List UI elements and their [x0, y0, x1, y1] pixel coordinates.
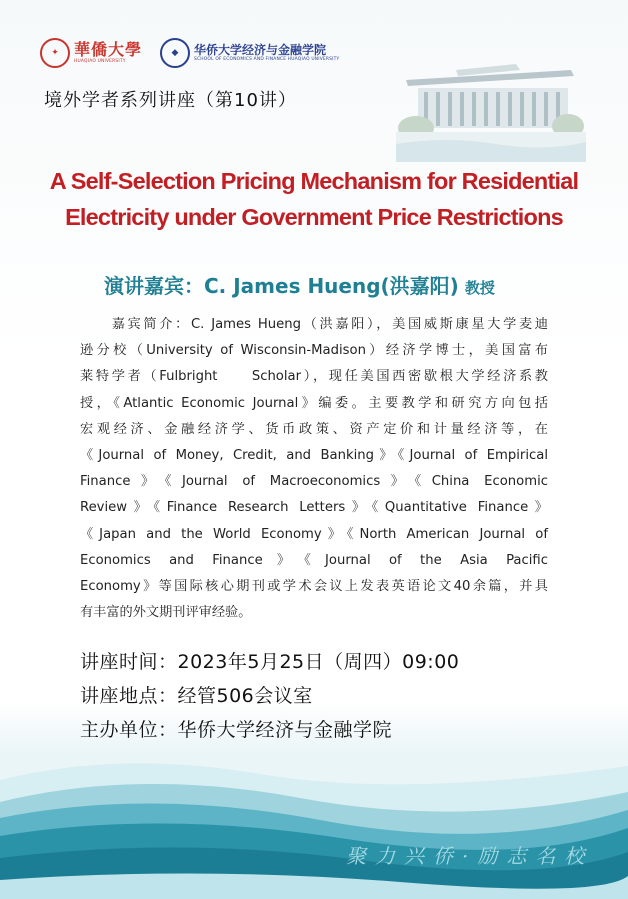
bio-line: 逊分校（University of Wisconsin-Madison）经济学博士，美国富布 — [80, 343, 548, 359]
bio-line: Economics and Finance》《Journal of the Asia Pacific — [80, 552, 548, 568]
bio-line: 莱特学者（Fulbright Scholar），现任美国西密歇根大学经济系教 — [80, 369, 548, 385]
speaker-bio — [80, 312, 548, 626]
bio-line: 宏观经济、金融经济学、货币政策、资产定价和计量经济等，在 — [80, 421, 548, 437]
university-name-cn: 華僑大學 — [74, 39, 143, 59]
bio-line: Review》《Finance Research Letters》《Quantitative Finance》 — [80, 500, 548, 516]
speaker-name: 演讲嘉宾：C. James Hueng(洪嘉阳) — [104, 274, 459, 298]
bio-line: 《Japan and the World Economy》《North American Journal of — [80, 526, 548, 542]
university-seal-icon: ✦ — [40, 38, 70, 68]
talk-title-line-1: A Self-Selection Pricing Mechanism for Residential — [49, 168, 579, 194]
bio-line: 有丰富的外文期刊评审经验。 — [80, 605, 252, 621]
lecture-host: 主办单位：华侨大学经济与金融学院 — [80, 719, 393, 741]
school-slogan: 聚力兴侨·励志名校 — [346, 844, 594, 868]
campus-building-icon — [396, 62, 586, 162]
bio-line: Finance》《Journal of Macroeconomics》《China Economic — [80, 474, 548, 490]
series-title: 境外学者系列讲座（第10讲） — [44, 90, 297, 111]
speaker-rank: 教授 — [464, 279, 495, 297]
bio-line: 嘉宾简介：C. James Hueng（洪嘉阳），美国威斯康星大学麦迪 — [80, 317, 548, 332]
bio-line: Economy》等国际核心期刊或学术会议上发表英语论文40余篇，并具 — [80, 579, 548, 595]
school-seal-icon: ◆ — [160, 38, 190, 68]
school-logo — [160, 38, 339, 68]
bio-line: 《Journal of Money, Credit, and Banking》《Journal of Empirical — [80, 448, 548, 464]
wave-decoration — [0, 740, 628, 899]
lecture-time: 讲座时间：2023年5月25日（周四）09:00 — [80, 651, 460, 673]
school-name-en: SCHOOL OF ECONOMICS AND FINANCE HUAQIAO UNIVERSITY — [194, 56, 340, 62]
university-name-en: HUAQIAO UNIVERSITY — [74, 58, 126, 64]
huaqiao-university-logo — [40, 38, 142, 68]
school-name-cn: 华侨大学经济与金融学院 — [194, 42, 327, 57]
lecture-place: 讲座地点：经管506会议室 — [80, 685, 313, 707]
bio-line: 授，《Atlantic Economic Journal》编委。主要教学和研究方向包括 — [80, 395, 548, 411]
speaker-heading — [104, 270, 495, 299]
talk-title-line-2: Electricity under Government Price Restrictions — [65, 204, 563, 230]
logo-bar — [40, 38, 339, 68]
